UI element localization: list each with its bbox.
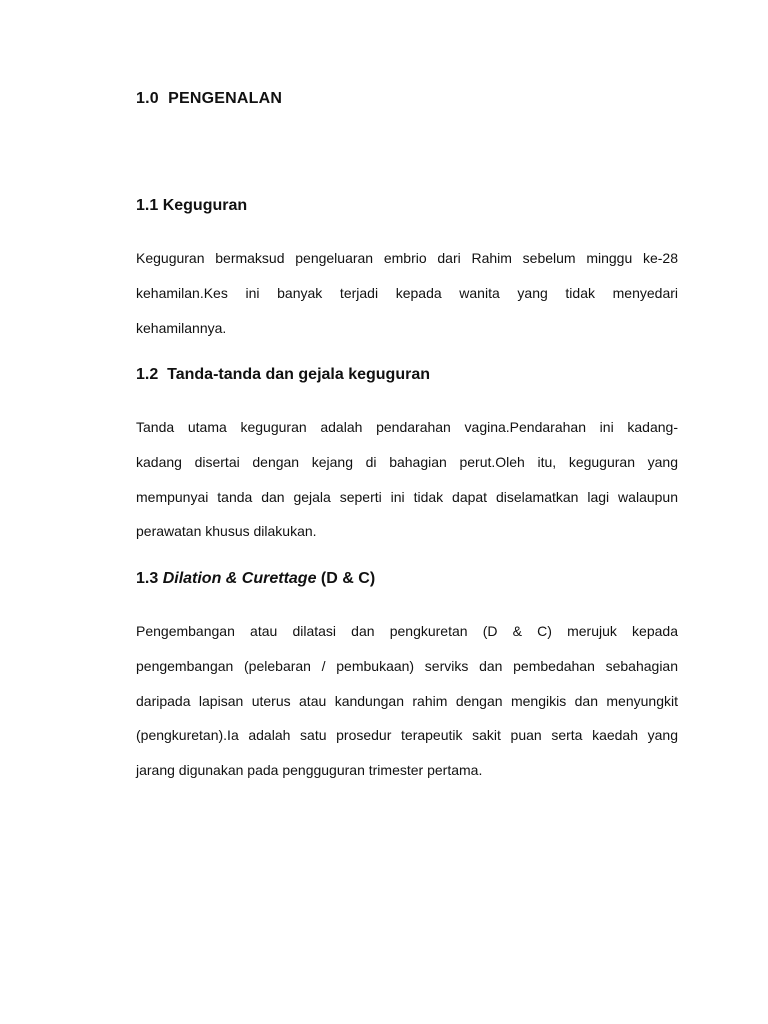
paragraph-keguguran	[136, 241, 678, 345]
section-heading-suffix: (D & C)	[316, 570, 376, 587]
paragraph-line: perawatan khusus dilakukan.	[136, 523, 317, 540]
section-heading-italic: Dilation & Curettage	[162, 570, 317, 587]
paragraph-line: pengembangan (pelebaran / pembukaan) serviks dan pembedahan sebahagian	[136, 657, 678, 674]
paragraph-dnc	[136, 614, 678, 788]
section-heading-prefix: 1.3	[136, 570, 163, 587]
paragraph-line: Tanda utama keguguran adalah pendarahan vagina.Pendarahan ini kadang-	[136, 419, 678, 435]
paragraph-line: mempunyai tanda dan gejala seperti ini tidak dapat diselamatkan lagi walaupun	[136, 488, 678, 505]
section-heading-dnc	[136, 570, 375, 588]
main-heading: 1.0 PENGENALAN	[136, 90, 283, 107]
paragraph-line: kehamilannya.	[136, 319, 227, 336]
section-heading-tanda-gejala: 1.2 Tanda-tanda dan gejala keguguran	[136, 366, 430, 383]
paragraph-line: kehamilan.Kes ini banyak terjadi kepada wanita yang tidak menyedari	[136, 284, 678, 301]
paragraph-line: daripada lapisan uterus atau kandungan rahim dengan mengikis dan menyungkit	[136, 692, 678, 709]
paragraph-line: Keguguran bermaksud pengeluaran embrio dari Rahim sebelum minggu ke-28	[136, 250, 678, 266]
paragraph-line: kadang disertai dengan kejang di bahagian perut.Oleh itu, keguguran yang	[136, 453, 678, 470]
section-heading-keguguran: 1.1 Keguguran	[136, 197, 248, 214]
paragraph-line: jarang digunakan pada pengguguran trimester pertama.	[136, 762, 483, 779]
paragraph-tanda-gejala	[136, 410, 678, 549]
paragraph-line: (pengkuretan).Ia adalah satu prosedur terapeutik sakit puan serta kaedah yang	[136, 727, 678, 744]
paragraph-line: Pengembangan atau dilatasi dan pengkuretan (D & C) merujuk kepada	[136, 623, 678, 639]
